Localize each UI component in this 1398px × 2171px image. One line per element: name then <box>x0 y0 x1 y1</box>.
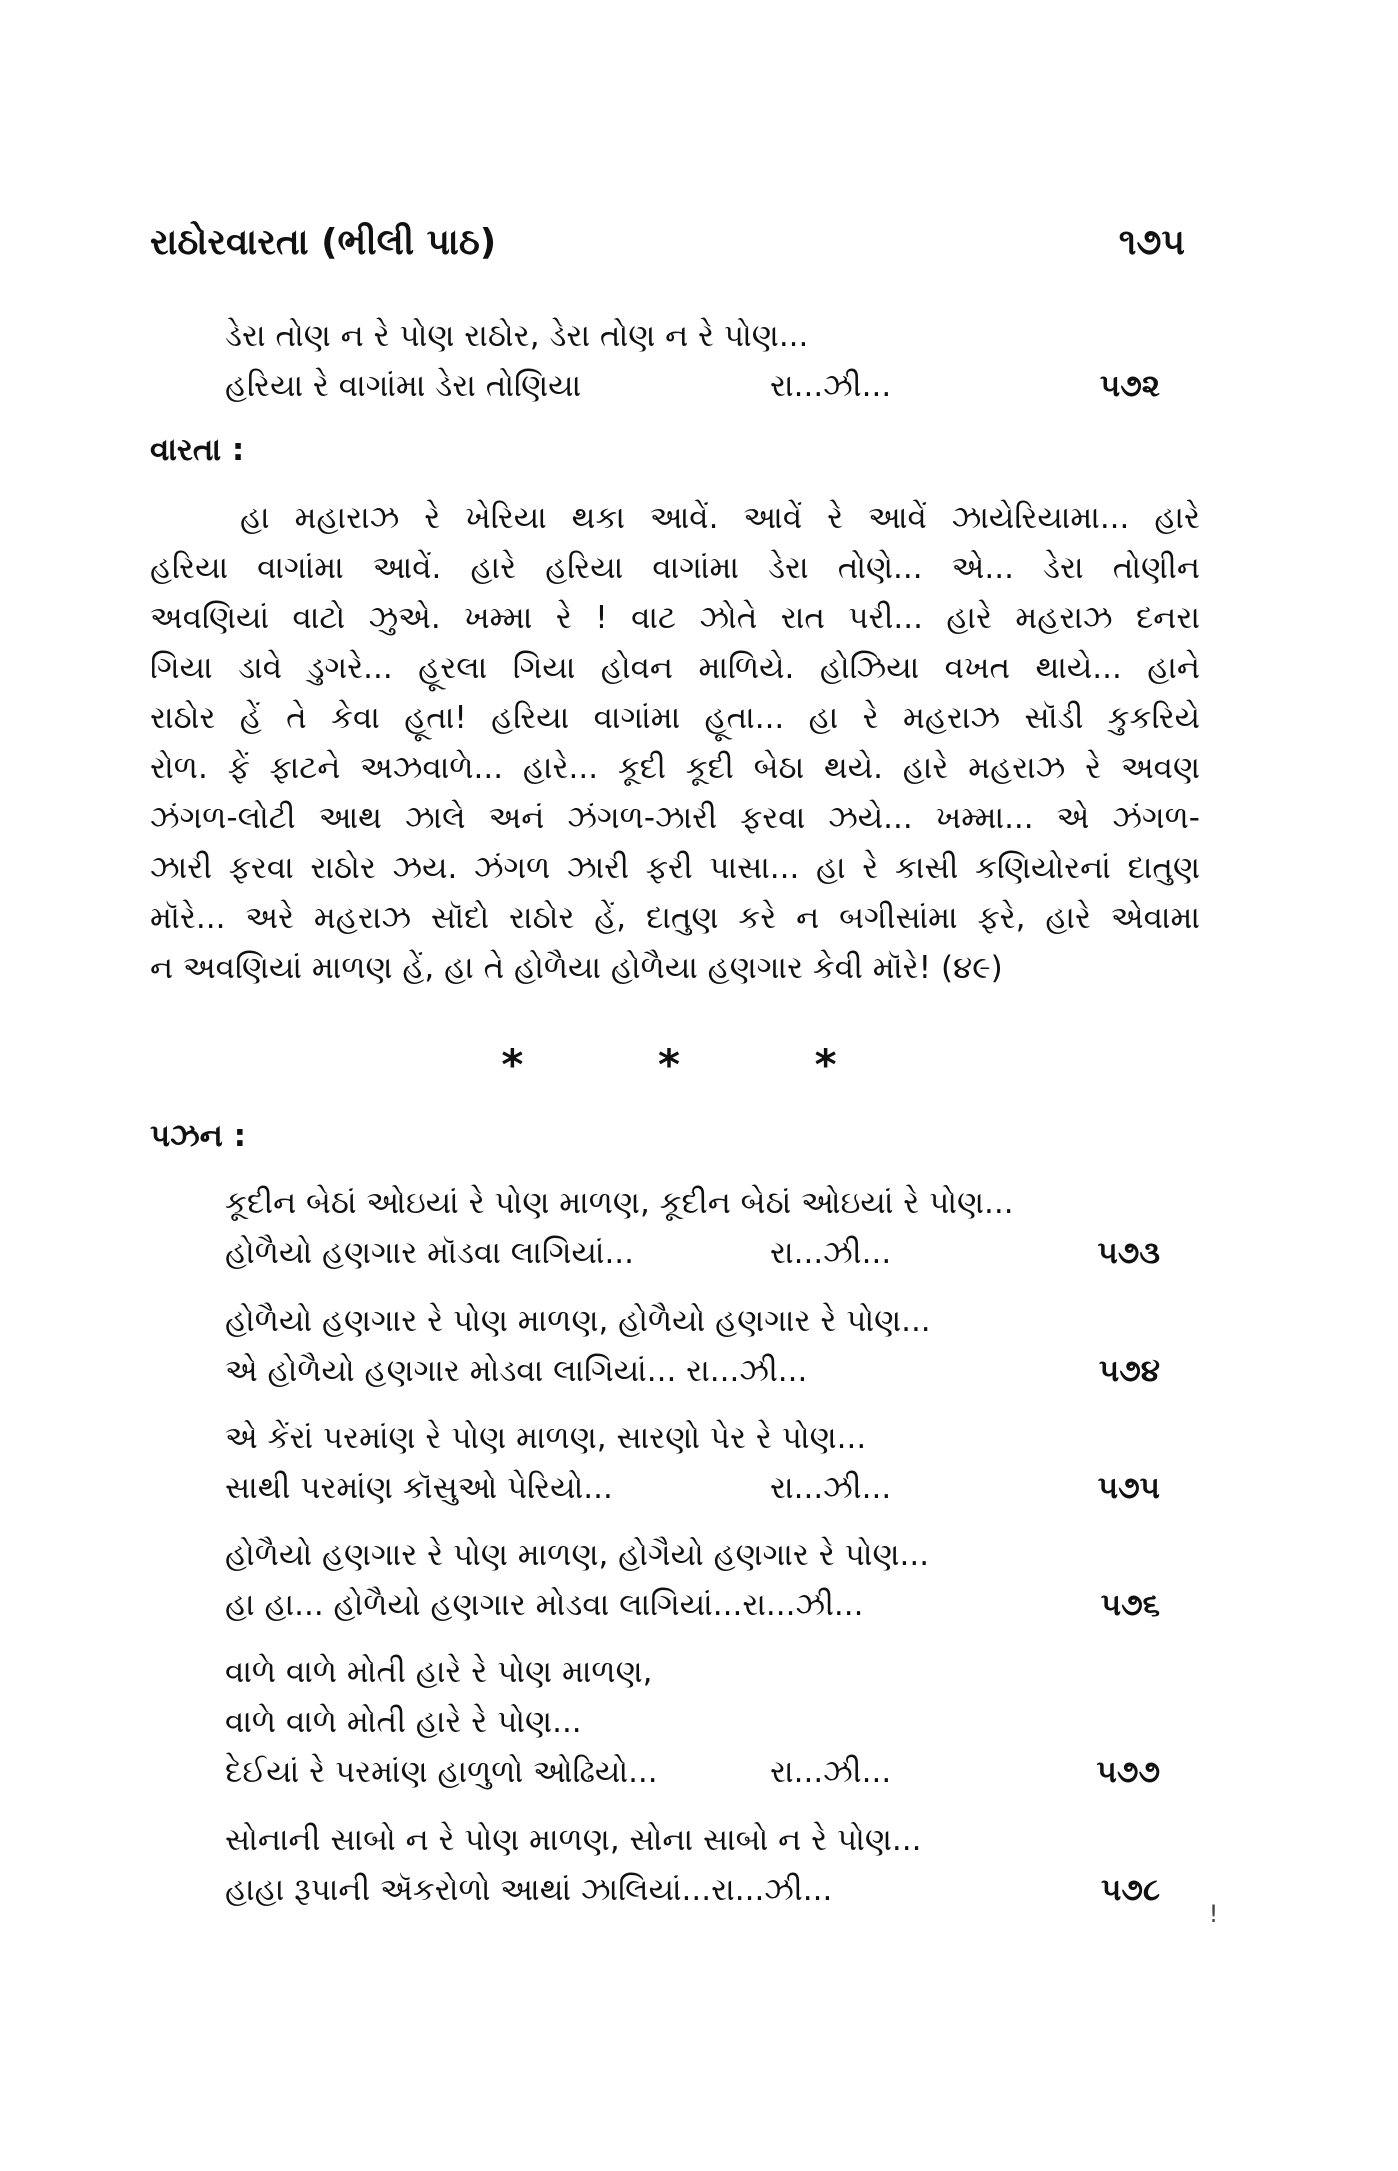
song-stanza <box>225 1654 1160 1804</box>
verse-line <box>225 1235 1160 1285</box>
prose-line: હરિયા વાગાંમા આવેં. હારે હરિયા વાગાંમા ડેરા તોણે... એ... ડેરા તોણીન <box>150 550 1200 586</box>
verse-text: ડેરા તોણ ન રે પોણ રાઠોર, ડેરા તોણ ન રે પોણ... <box>225 318 809 354</box>
prose-line: ન અવણિયાં માળણ હેં, હા તે હોળૈયા હોળૈયા હણગાર કેવી મૉરે! (૪૯) <box>150 950 1003 986</box>
prose-line: મૉરે... અરે મહરાઝ સૉદો રાઠોર હેં, દાતુણ કરે ન બગીસાંમા ફરે, હારે એવામા <box>150 900 1200 936</box>
verse-line <box>225 1822 1160 1872</box>
verse-refrain: રા...ઝી... <box>770 1470 892 1506</box>
verse-line <box>225 318 1160 368</box>
song-stanza <box>225 1822 1160 1922</box>
verse-refrain: રા...ઝી... <box>770 1754 892 1790</box>
verse-line <box>225 1537 1160 1587</box>
song-stanza <box>225 1420 1160 1520</box>
story-paragraph <box>150 500 1200 1000</box>
verse-line <box>225 1420 1160 1470</box>
prose-line: ઝંગળ-લોટી આથ ઝાલે અનં ઝંગળ-ઝારી ફરવા ઝયે... ખમ્મા... એ ઝંગળ- <box>150 800 1200 836</box>
song-stanza <box>225 1303 1160 1403</box>
page-header <box>150 222 1185 272</box>
verse-text: વાળે વાળે મોતી હારે રે પોણ માળણ, <box>225 1654 653 1690</box>
verse-text: સોનાની સાબો ન રે પોણ માળણ, સોના સાબો ન રે પોણ... <box>225 1822 922 1858</box>
verse-number: ૫૭૭ <box>1096 1754 1160 1790</box>
prose-line: રોળ. ફેં ફાટને અઝવાળે... હારે... કૂદી કૂદી બેઠા થયે. હારે મહરાઝ રે અવણ <box>150 750 1200 786</box>
prose-line: ઝારી ફરવા રાઠોર ઝય. ઝંગળ ઝારી ફરી પાસા... હા રે કાસી કણિયોરનાં દાતુણ <box>150 850 1200 886</box>
verse-text: હોળૈયો હણગાર મૉડવા લાગિયાં... <box>225 1235 635 1271</box>
verse-line <box>225 1704 1160 1754</box>
verse-line <box>225 1587 1160 1637</box>
top-verse <box>225 318 1160 418</box>
prose-line: ગિયા ડાવે ડુગરે... હૂરલા ગિયા હોવન માળિયે. હોઝિયા વખત થાયે... હાને <box>150 650 1200 686</box>
verse-text: એ કેંરાં પરમાંણ રે પોણ માળણ, સારણો પેર રે પોણ... <box>225 1420 867 1456</box>
verse-text: હોળૈયો હણગાર રે પોણ માળણ, હોગૈયો હણગાર રે પોણ... <box>225 1537 930 1573</box>
verse-text: હાહા રૂપાની ઍકરોળો આથાં ઝાલિયાં...રા...ઝી... <box>225 1872 833 1908</box>
song-stanza <box>225 1185 1160 1285</box>
verse-line <box>225 1185 1160 1235</box>
verse-refrain: રા...ઝી... <box>770 1235 892 1271</box>
running-head: રાઠોરવારતા (ભીલી પાઠ) <box>150 222 497 263</box>
verse-text: એ હોળૈયો હણગાર મોડવા લાગિયાં... રા...ઝી... <box>225 1353 808 1389</box>
page-number: ૧૭૫ <box>1118 222 1185 263</box>
prose-line: અવણિયાં વાટો ઝુએ. ખમ્મા રે ! વાટ ઝોતે રાત પરી... હારે મહરાઝ દનરા <box>150 600 1200 636</box>
verse-refrain: રા...ઝી... <box>770 368 892 404</box>
verse-text: હોળૈયો હણગાર રે પોણ માળણ, હોળૈયો હણગાર રે પોણ... <box>225 1303 931 1339</box>
verse-number: ૫૭૫ <box>1097 1470 1160 1506</box>
verse-number: ૫૭૮ <box>1101 1872 1160 1908</box>
margin-mark: ǃ <box>1210 1900 1218 1928</box>
section-divider: * * * <box>501 1040 897 1089</box>
story-label: વારતા : <box>150 432 245 468</box>
verse-number: ૫૭૨ <box>1099 368 1160 404</box>
song-stanza <box>225 1537 1160 1637</box>
verse-text: સાથી પરમાંણ કૉસુઓ પેરિયો... <box>225 1470 613 1506</box>
verse-number: ૫૭૩ <box>1097 1235 1160 1271</box>
verse-text: હરિયા રે વાગાંમા ડેરા તોણિયા <box>225 368 582 404</box>
verse-text: કૂદીન બેઠાં ઓઇયાં રે પોણ માળણ, કૂદીન બેઠાં ઓઇયાં રે પોણ... <box>225 1185 1014 1221</box>
verse-number: ૫૭૪ <box>1098 1353 1160 1389</box>
verse-line <box>225 1654 1160 1704</box>
prose-line: હા મહારાઝ રે ખેરિયા થકા આવેં. આવેં રે આવેં ઝાયેરિયામા... હારે <box>240 500 1200 536</box>
verse-line <box>225 1872 1160 1922</box>
verse-line <box>225 1303 1160 1353</box>
verse-text: હા હા... હોળૈયો હણગાર મોડવા લાગિયાં...રા...ઝી... <box>225 1587 864 1623</box>
verse-text: વાળે વાળે મોતી હારે રે પોણ... <box>225 1704 582 1740</box>
verse-text: દેઈયાં રે પરમાંણ હાળુળો ઓઢિયો... <box>225 1754 658 1790</box>
verse-number: ૫૭૬ <box>1100 1587 1160 1623</box>
verse-line <box>225 1353 1160 1403</box>
prose-line: રાઠોર હેં તે કેવા હૂતા! હરિયા વાગાંમા હૂતા... હા રે મહરાઝ સૉડી કુકરિયે <box>150 700 1200 736</box>
verse-line <box>225 368 1160 418</box>
song-label: પઝન : <box>150 1118 246 1154</box>
verse-line <box>225 1754 1160 1804</box>
verse-line <box>225 1470 1160 1520</box>
